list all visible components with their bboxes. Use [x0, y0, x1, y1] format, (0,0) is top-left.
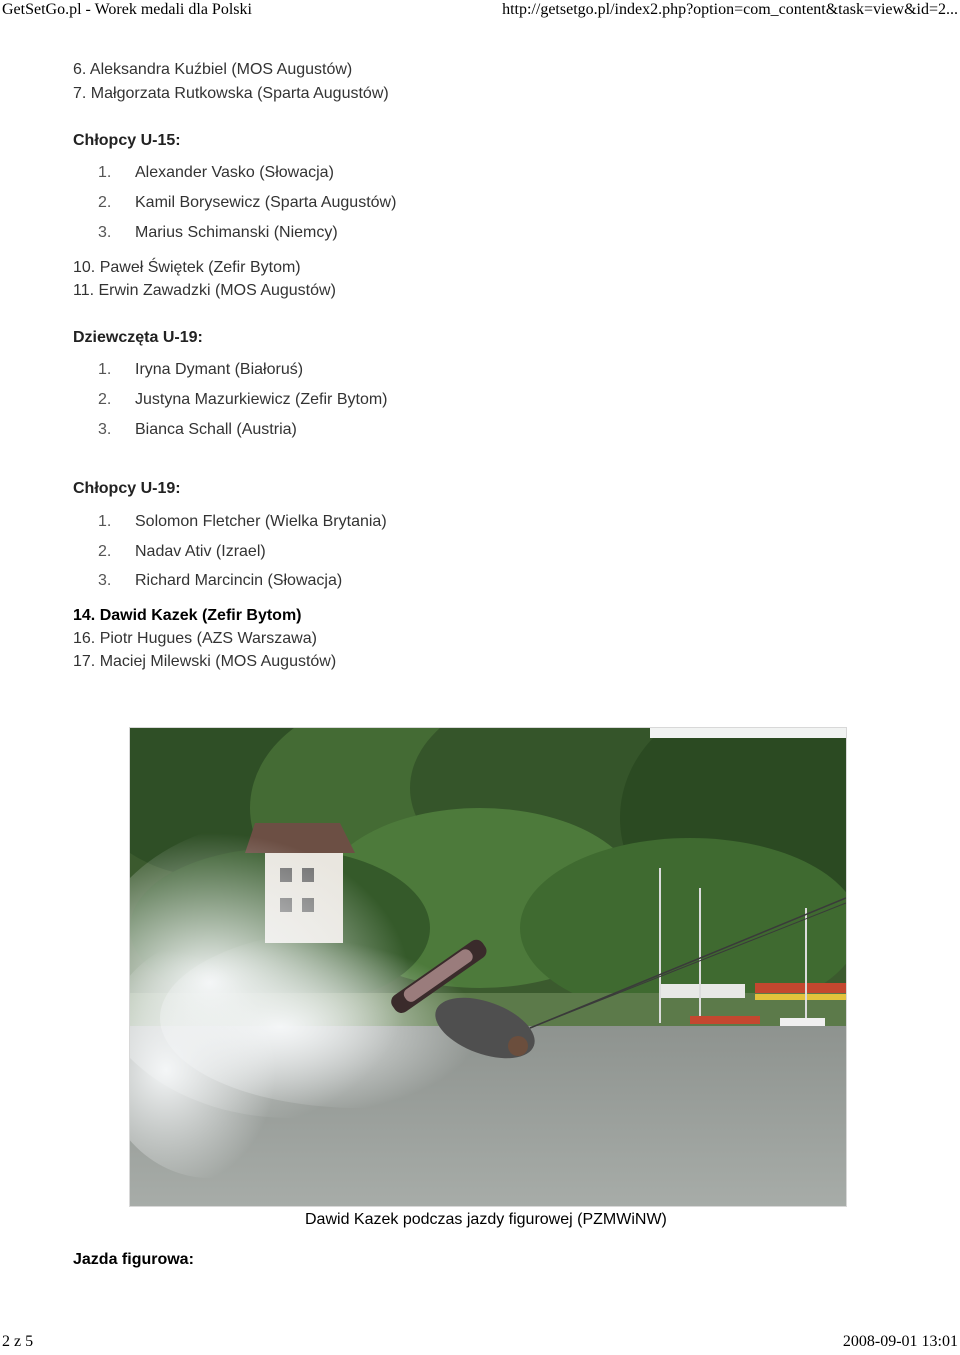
result-line: 6. Aleksandra Kuźbiel (MOS Augustów) [73, 61, 353, 78]
section-title-boys-u15: Chłopcy U-15: [73, 132, 181, 149]
list-item [73, 391, 388, 409]
list-item [73, 513, 387, 531]
list-text: Bianca Schall (Austria) [135, 421, 297, 438]
list-number: 2. [98, 543, 112, 560]
list-item [73, 164, 334, 182]
list-item [73, 421, 297, 439]
section-title-jazda-figurowa: Jazda figurowa: [73, 1251, 194, 1268]
list-item [73, 361, 303, 379]
result-line: 11. Erwin Zawadzki (MOS Augustów) [73, 282, 336, 299]
list-number: 1. [98, 361, 112, 378]
wakeboard-photo-image [130, 728, 846, 1206]
list-item [73, 572, 342, 590]
list-text: Nadav Ativ (Izrael) [135, 543, 266, 560]
list-number: 3. [98, 224, 112, 241]
list-text: Marius Schimanski (Niemcy) [135, 224, 338, 241]
list-number: 3. [98, 421, 112, 438]
list-item [73, 194, 396, 212]
print-datetime: 2008-09-01 13:01 [842, 1333, 958, 1350]
section-title-girls-u19: Dziewczęta U-19: [73, 329, 203, 346]
list-text: Solomon Fletcher (Wielka Brytania) [135, 513, 387, 530]
page-number: 2 z 5 [2, 1333, 34, 1350]
list-number: 2. [98, 391, 112, 408]
list-number: 2. [98, 194, 112, 211]
list-number: 1. [98, 513, 112, 530]
page-header [0, 0, 960, 22]
result-line: 16. Piotr Hugues (AZS Warszawa) [73, 630, 317, 647]
list-text: Kamil Borysewicz (Sparta Augustów) [135, 194, 397, 211]
list-text: Justyna Mazurkiewicz (Zefir Bytom) [135, 391, 388, 408]
page-footer [0, 1333, 960, 1355]
list-item [73, 543, 266, 561]
page-title: GetSetGo.pl - Worek medali dla Polski [2, 1, 252, 18]
result-line: 17. Maciej Milewski (MOS Augustów) [73, 653, 337, 670]
list-text: Iryna Dymant (Białoruś) [135, 361, 304, 378]
wakeboard-photo [129, 727, 847, 1207]
result-line: 7. Małgorzata Rutkowska (Sparta Augustów) [73, 85, 389, 102]
result-line-highlight: 14. Dawid Kazek (Zefir Bytom) [73, 607, 302, 624]
list-text: Richard Marcincin (Słowacja) [135, 572, 343, 589]
list-number: 3. [98, 572, 112, 589]
section-title-boys-u19: Chłopcy U-19: [73, 480, 181, 497]
page-url[interactable]: http://getsetgo.pl/index2.php?option=com_content&task=view&id=2... [502, 1, 958, 18]
photo-caption: Dawid Kazek podczas jazdy figurowej (PZMWiNW) [305, 1211, 667, 1228]
result-line: 10. Paweł Świętek (Zefir Bytom) [73, 259, 301, 276]
list-number: 1. [98, 164, 112, 181]
list-text: Alexander Vasko (Słowacja) [135, 164, 334, 181]
list-item [73, 224, 338, 242]
